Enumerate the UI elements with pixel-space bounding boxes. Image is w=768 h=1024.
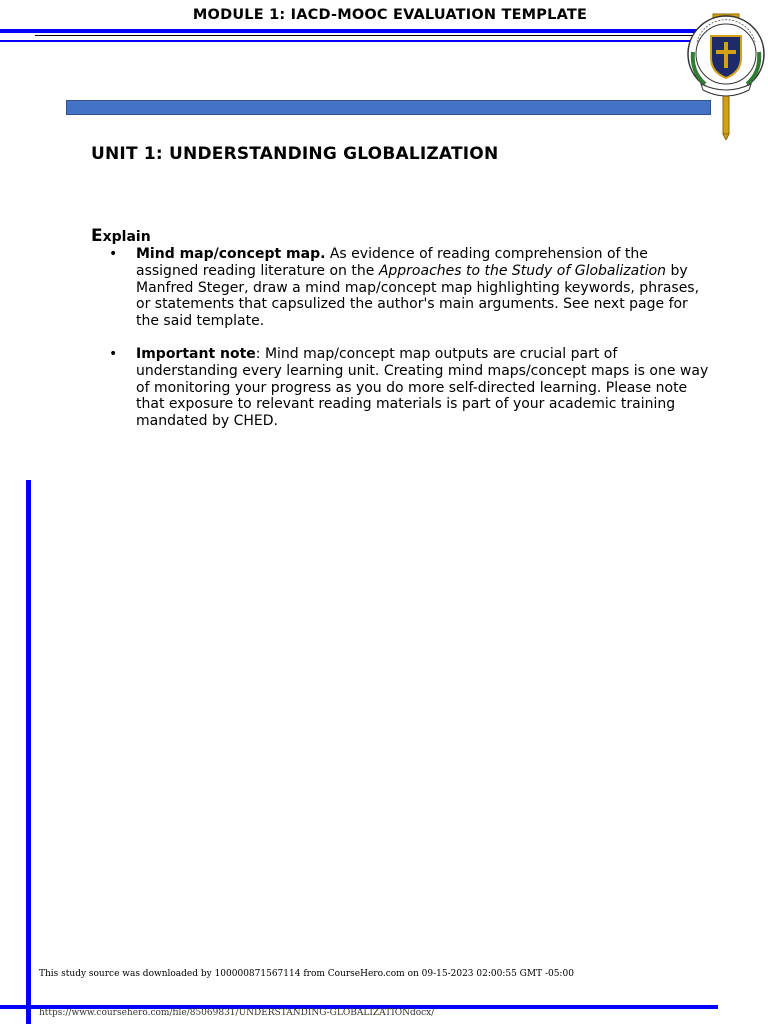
source-url[interactable]: https://www.coursehero.com/file/85069831/UNDERSTANDING-GLOBALIZATIONdocx/ [39, 1008, 435, 1018]
bullet-text: : Mind map/concept map outputs are crucial part of understanding every learning unit. Creating mind maps/concept maps is one way of monitoring your progress as you do more self-directed learning. Please note that exposure to relevant reading materials is part of your academic training mandated by CHED. [136, 345, 709, 430]
header-rule-thin [0, 40, 700, 42]
bullet-text: As evidence of reading comprehension of the assigned reading literature on the [136, 246, 648, 279]
header-rule-thick [0, 29, 716, 33]
unit-title: UNIT 1: UNDERSTANDING GLOBALIZATION [91, 144, 499, 164]
list-item [109, 346, 709, 430]
section-banner [66, 100, 711, 115]
university-seal-icon [683, 12, 768, 140]
explain-bullet-list [109, 246, 709, 446]
bullet-icon: • [109, 246, 118, 262]
page-header-title: MODULE 1: IACD-MOOC EVALUATION TEMPLATE [192, 7, 588, 23]
download-source-note: This study source was downloaded by 100000871567114 from CourseHero.com on 09-15-2023 02:00:55 GMT -05:00 [39, 969, 574, 979]
bullet-icon: • [109, 345, 118, 362]
bullet-bold-label: Mind map/concept map. [136, 246, 326, 262]
list-item [109, 246, 709, 330]
header-rule-black [35, 35, 700, 36]
explain-heading-initial: E [91, 226, 103, 246]
bullet-bold-label: Important note [136, 345, 256, 362]
book-title: Approaches to the Study of Globalization [378, 262, 667, 279]
left-margin-rule [26, 480, 31, 1024]
explain-heading-rest: xplain [102, 229, 151, 245]
explain-heading [91, 226, 151, 246]
bullet-text: by Manfred Steger, draw a mind map/concept map highlighting keywords, phrases, or statements that capsulized the author's main arguments. See next page for the said template. [136, 262, 700, 330]
